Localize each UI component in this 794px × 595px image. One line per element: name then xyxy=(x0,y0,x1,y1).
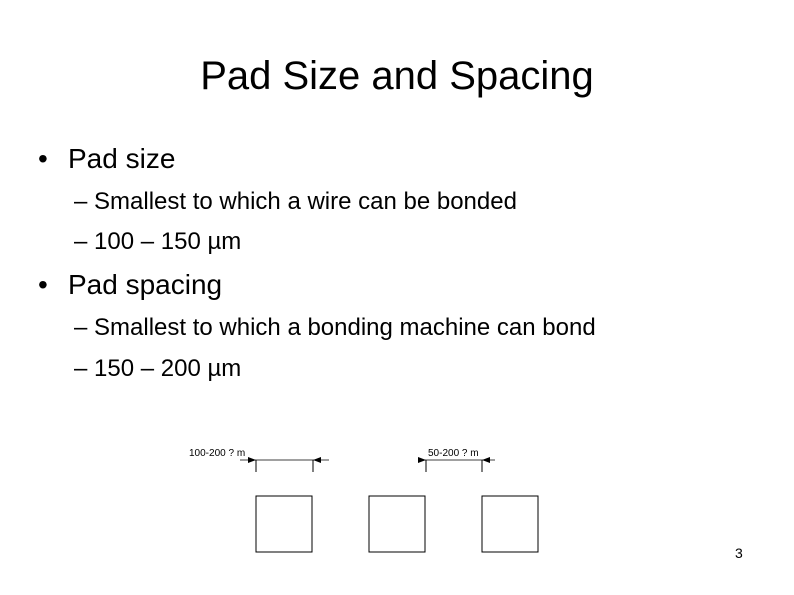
bullet-text: Pad size xyxy=(68,143,176,174)
bullet-glyph: • xyxy=(38,269,48,300)
sub-bullet-text: Smallest to which a bonding machine can bond xyxy=(94,314,596,341)
dash-glyph: – xyxy=(74,355,88,382)
sub-bullet-text: Smallest to which a wire can be bonded xyxy=(94,188,517,215)
sub-bullet-text: 100 – 150 µm xyxy=(94,228,242,255)
sub-bullet-text: 150 – 200 µm xyxy=(94,355,242,382)
dimension-arrow-left xyxy=(482,457,490,463)
dimension-arrow-right xyxy=(248,457,256,463)
slide-title: Pad Size and Spacing xyxy=(200,54,594,98)
dash-glyph: – xyxy=(74,314,88,341)
bullet-glyph: • xyxy=(38,143,48,174)
dash-glyph: – xyxy=(74,228,88,255)
bond-pad xyxy=(369,496,425,552)
pad-spacing-dimension-label: 50-200 ? m xyxy=(428,448,479,459)
dash-glyph: – xyxy=(74,188,88,215)
page-number: 3 xyxy=(735,545,743,561)
dimension-arrow-right xyxy=(418,457,426,463)
dimension-arrow-left xyxy=(313,457,321,463)
bullet-text: Pad spacing xyxy=(68,269,223,300)
pad-size-dimension-label: 100-200 ? m xyxy=(189,448,246,459)
bond-pad xyxy=(482,496,538,552)
bond-pad xyxy=(256,496,312,552)
